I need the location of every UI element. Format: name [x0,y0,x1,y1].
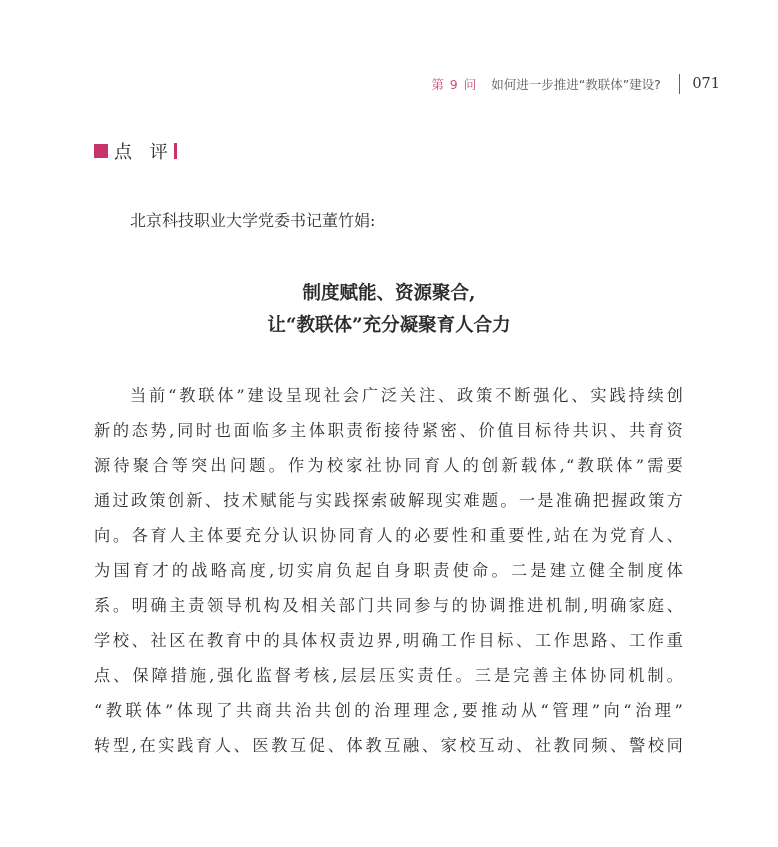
chapter-number: 第 9 问 [431,77,478,92]
body-line: “教联体”体现了共商共治共创的治理理念,要推动从“管理”向“治理” [94,701,684,720]
body-line: 源待聚合等突出问题。作为校家社协同育人的创新载体,“教联体”需要 [94,456,684,475]
body-line: 转型,在实践育人、医教互促、体教互融、家校互动、社教同频、警校同 [94,736,684,755]
body-line: 通过政策创新、技术赋能与实践探索破解现实难题。一是准确把握政策方 [94,491,684,510]
author-line: 北京科技职业大学党委书记董竹娟: [130,211,376,230]
article-title-line-1: 制度赋能、资源聚合, [302,283,476,304]
section-label-text: 点 评 [114,142,174,163]
body-line: 为国育才的战略高度,切实肩负起自身职责使命。二是建立健全制度体 [94,561,684,580]
running-header [0,74,720,94]
section-label [94,138,177,164]
body-line: 向。各育人主体要充分认识协同育人的必要性和重要性,站在为党育人、 [94,526,684,545]
body-text [94,378,684,763]
header-divider [679,74,681,94]
body-line: 当前“教联体”建设呈现社会广泛关注、政策不断强化、实践持续创 [130,386,684,405]
section-bar-icon [174,143,177,159]
body-line: 新的态势,同时也面临多主体职责衔接待紧密、价值目标待共识、共育资 [94,421,684,440]
page-number: 071 [692,76,720,92]
section-square-icon [94,144,108,158]
article-title [0,278,778,342]
body-line: 系。明确主责领导机构及相关部门共同参与的协调推进机制,明确家庭、 [94,596,684,615]
article-title-line-2: 让“教联体”充分凝聚育人合力 [267,315,511,336]
chapter-title: 如何进一步推进“教联体”建设? [491,77,661,92]
body-line: 学校、社区在教育中的具体权责边界,明确工作目标、工作思路、工作重 [94,631,684,650]
body-line: 点、保障措施,强化监督考核,层层压实责任。三是完善主体协同机制。 [94,666,684,685]
